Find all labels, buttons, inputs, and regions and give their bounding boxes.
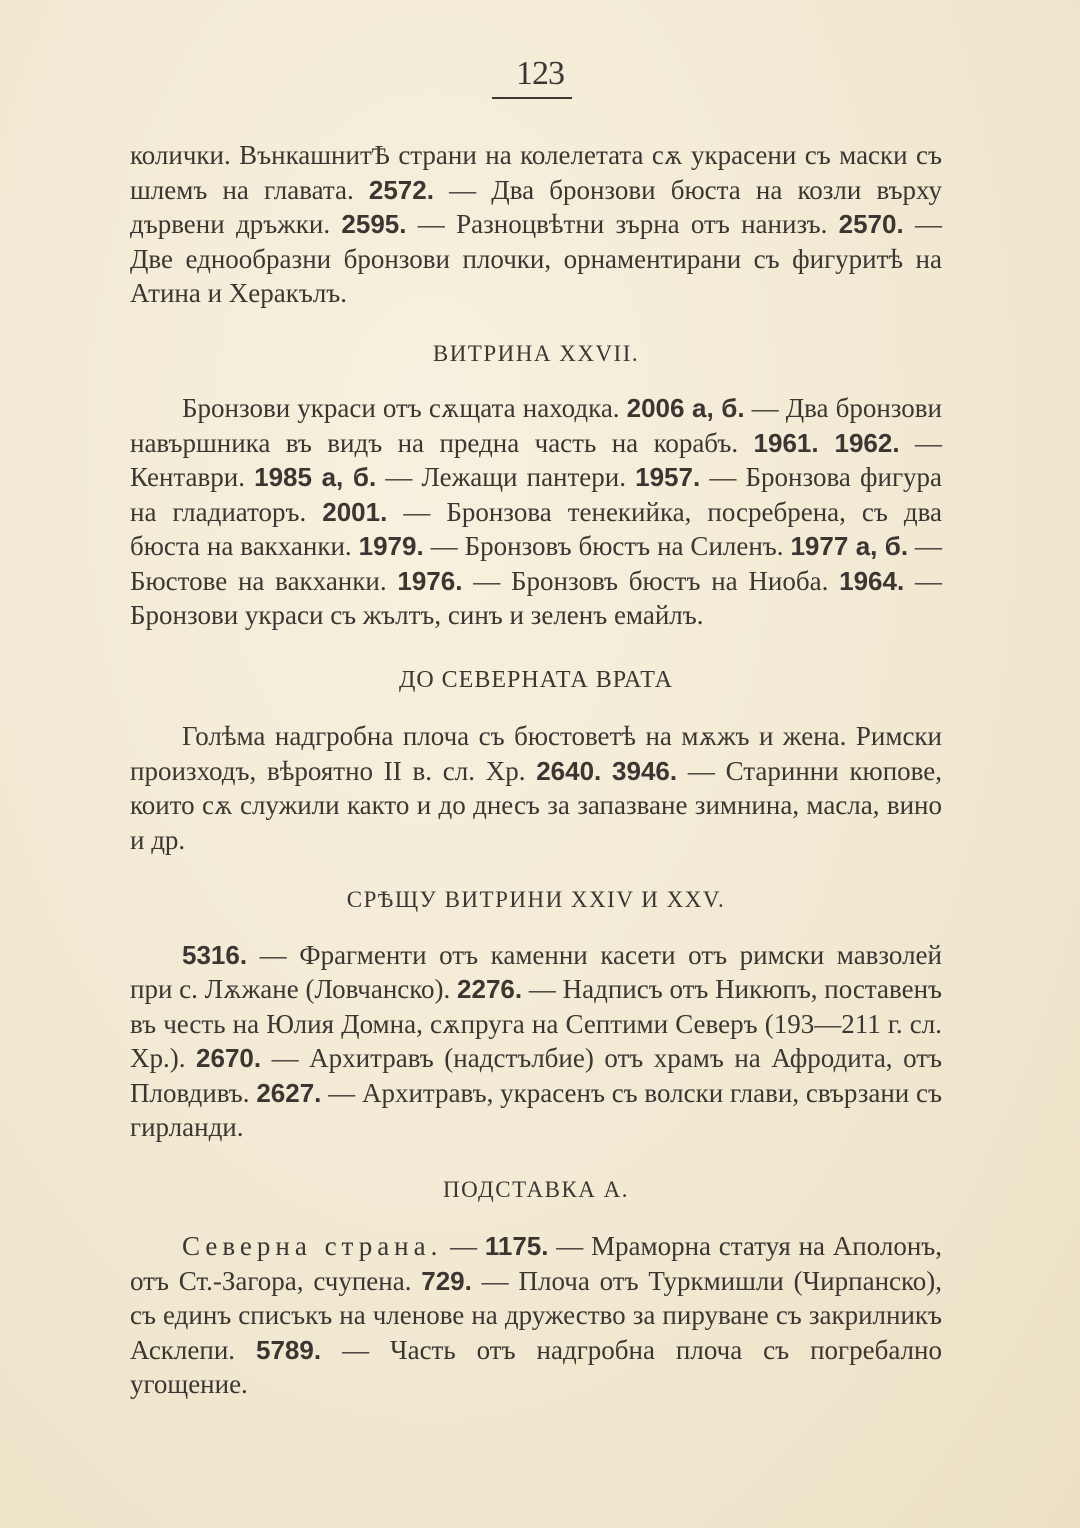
catalogue-number: 2006 а, б. bbox=[626, 393, 745, 423]
catalogue-number: 1961. 1962. bbox=[753, 427, 900, 458]
text-run: — Бронзови украси съ жълтъ, синъ и зеленъ емайлъ. bbox=[130, 565, 943, 630]
catalogue-number: 1985 а, б. bbox=[254, 462, 377, 492]
text-run: — Часть отъ надгробна плоча съ погребално угощение. bbox=[130, 1334, 942, 1399]
text-run: — Надписъ отъ Никюпъ, поставенъ въ честь на Юлия Домна, сѫпруга на Септими Северъ (193—211 г. сл. Хр.). bbox=[130, 974, 942, 1073]
text-run: — Лежащи пантери. bbox=[376, 462, 636, 492]
text-run: Голѣма надгробна плоча съ бюстоветѣ на мѫжъ и жена. Римски произходъ, вѣроятно II в. сл. Хр. bbox=[130, 721, 942, 786]
heading-vitrina-xxvii: ВИТРИНА XXVII. bbox=[432, 340, 640, 366]
catalogue-number: 1957. bbox=[635, 462, 701, 492]
text-run: — Мраморна статуя на Аполонъ, отъ Ст.-Загора, счупена. bbox=[130, 1231, 942, 1296]
paragraph-opposite-vitrinas bbox=[130, 938, 942, 1145]
catalogue-number: 2670. bbox=[196, 1043, 262, 1073]
catalogue-number: 5316. bbox=[182, 939, 248, 970]
page-number-underline bbox=[492, 97, 572, 99]
catalogue-number: 2570. bbox=[838, 209, 904, 239]
catalogue-number: 5789. bbox=[256, 1334, 322, 1365]
catalogue-number: 729. bbox=[421, 1265, 472, 1296]
catalogue-number: 3946. bbox=[612, 755, 678, 786]
catalogue-number: 2595. bbox=[341, 209, 407, 239]
catalogue-number: 1976. bbox=[397, 565, 463, 596]
paragraph-vitrina-xxvii bbox=[130, 391, 942, 633]
catalogue-number: 2627. bbox=[256, 1077, 322, 1108]
text-run: — Старинни кюпове, които сѫ служили както и до днесъ за запазване зимнина, масла, вино и др. bbox=[130, 755, 942, 855]
text-run: — bbox=[442, 1231, 485, 1261]
paragraph-continuation bbox=[130, 138, 942, 311]
text-run: — Разноцвѣтни зърна отъ нанизъ. bbox=[406, 209, 839, 239]
page-number: 123 bbox=[516, 55, 564, 92]
page-body bbox=[130, 138, 942, 1402]
catalogue-number: 1979. bbox=[358, 531, 424, 561]
heading-opposite-vitrinas: СРѢЩУ ВИТРИНИ XXIV И XXV. bbox=[346, 887, 726, 912]
catalogue-number: 2001. bbox=[322, 496, 388, 527]
text-run: — Бронзова фигура на гладиаторъ. bbox=[130, 462, 942, 527]
text-run bbox=[601, 756, 612, 786]
text-run: Бронзови украси отъ сѫщата находка. bbox=[182, 393, 627, 423]
catalogue-number: 1175. bbox=[484, 1231, 549, 1261]
text-run: — Бронзова тенекийка, посребрена, съ два бюста на вакханки. bbox=[130, 496, 942, 561]
text-run: — Архитравъ (надстълбие) отъ храмъ на Афродита, отъ Пловдивъ. bbox=[130, 1043, 942, 1108]
text-run: — Плоча отъ Туркмишли (Чирпанско), съ единъ списъкъ на членове на дружество за пируване съ закрилникъ Асклепи. bbox=[130, 1265, 942, 1365]
paragraph-north-door bbox=[130, 719, 942, 857]
spaced-emphasis: Северна страна. bbox=[182, 1231, 443, 1261]
text-run: — Бюстове на вакханки. bbox=[130, 531, 943, 596]
heading-north-door: ДО СЕВЕРНАТА ВРАТА bbox=[398, 666, 674, 693]
text-run: колички. ВънкашнитѢ страни на колелетата сѫ украсени съ маски съ шлемъ на главата. bbox=[130, 140, 942, 205]
text-run: — Две еднообразни бронзови плочки, орнаментирани съ фигуритѣ на Атина и Херакълъ. bbox=[130, 209, 943, 308]
text-run: — Фрагменти отъ каменни касети отъ римски мавзолей при с. Лѫжане (Ловчанско). bbox=[130, 939, 942, 1004]
catalogue-number: 2640. bbox=[536, 755, 602, 786]
text-run: — Бронзовъ бюстъ на Силенъ. bbox=[423, 531, 791, 561]
text-run: — Два бронзови бюста на козли върху дървени дръжки. bbox=[130, 174, 942, 239]
text-run: — Бронзовъ бюстъ на Ниоба. bbox=[462, 565, 840, 596]
catalogue-number: 2276. bbox=[457, 974, 523, 1004]
heading-podstavka-a: ПОДСТАВКА А. bbox=[442, 1176, 630, 1202]
catalogue-number: 1977 а, б. bbox=[790, 531, 909, 561]
paragraph-podstavka-a bbox=[130, 1229, 942, 1402]
text-run: — Два бронзови навършника въ видъ на предна часть на корабъ. bbox=[130, 393, 942, 458]
catalogue-number: 1964. bbox=[839, 565, 905, 596]
text-run: — Архитравъ, украсенъ съ волски глави, свързани съ гирланди. bbox=[130, 1077, 942, 1142]
text-run: — Кентаври. bbox=[130, 427, 943, 492]
catalogue-number: 2572. bbox=[368, 174, 434, 205]
